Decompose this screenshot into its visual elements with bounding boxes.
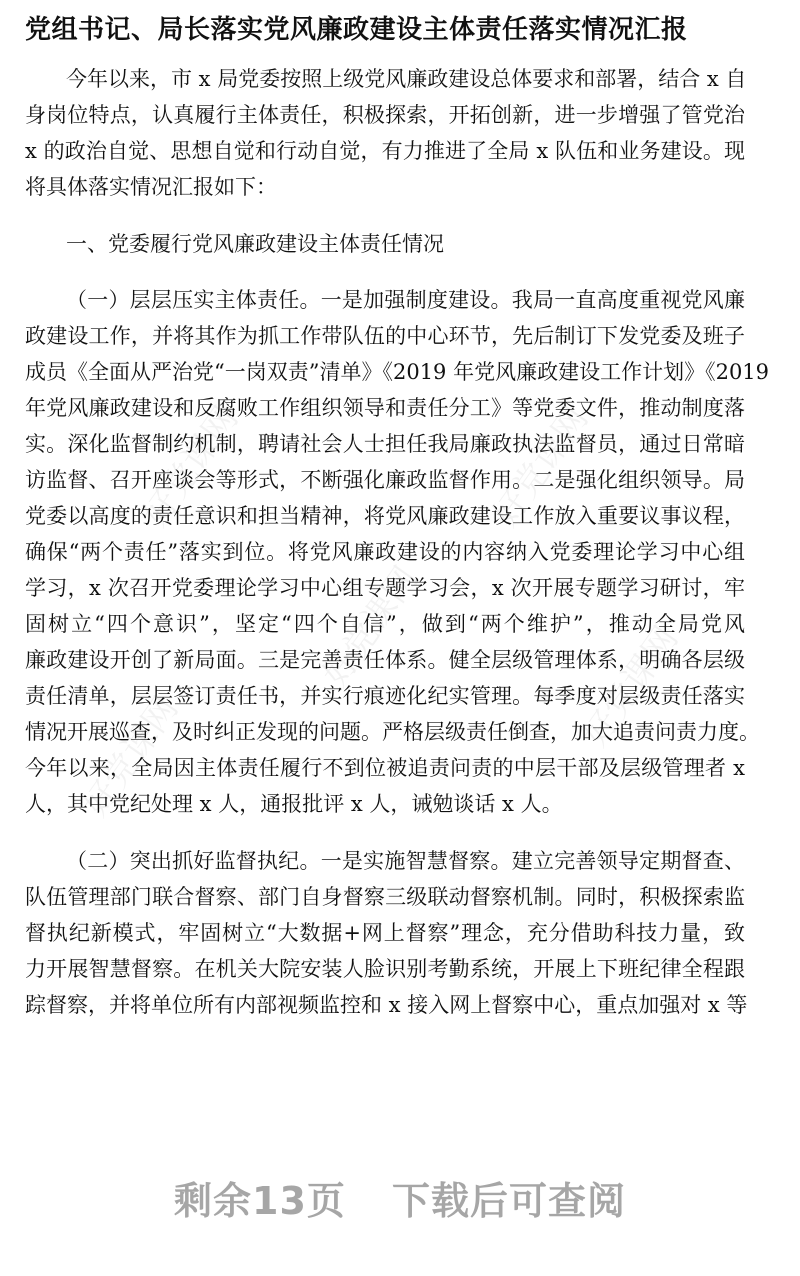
part1-line: 固树立“四个意识”，坚定“四个自信”，做到“两个维护”，推动全局党风: [25, 612, 745, 636]
part2-line: 力开展智慧督察。在机关大院安装人脸识别考勤系统，开展上下班纪律全程跟: [25, 957, 745, 981]
download-prompt[interactable]: [0, 1170, 800, 1225]
part2-line: 踪督察，并将单位所有内部视频监控和 x 接入网上督察中心，重点加强对 x 等: [25, 993, 748, 1017]
part1-line: 确保“两个责任”落实到位。将党风廉政建设的内容纳入党委理论学习中心组: [25, 540, 745, 564]
intro-line: x 的政治自觉、思想自觉和行动自觉，有力推进了全局 x 队伍和业务建设。现: [25, 139, 745, 163]
watermark: 好党课网: [135, 399, 247, 534]
part1-line: 人，其中党纪处理 x 人，通报批评 x 人，诫勉谈话 x 人。: [25, 792, 563, 816]
part1-line: （一）层层压实主体责任。一是加强制度建设。我局一直高度重视党风廉: [66, 288, 745, 312]
part1-line: 今年以来，全局因主体责任履行不到位被追责问责的中层干部及层级管理者 x: [25, 756, 745, 780]
part1-line: 责任清单，层层签订责任书，并实行痕迹化纪实管理。每季度对层级责任落实: [25, 684, 745, 708]
download-to-view-label[interactable]: 下载后可查阅: [391, 1179, 626, 1223]
intro-line: 今年以来，市 x 局党委按照上级党风廉政建设总体要求和部署，结合 x 自: [66, 67, 747, 91]
part1-line: 党委以高度的责任意识和担当精神，将党风廉政建设工作放入重要议事议程，: [25, 504, 745, 528]
part1-line: 情况开展巡查，及时纠正发现的问题。严格层级责任倒查，加大追责问责力度。: [25, 720, 760, 744]
part2-line: 队伍管理部门联合督察、部门自身督察三级联动督察机制。同时，积极探索监: [25, 885, 745, 909]
part1-line: 政建设工作，并将其作为抓工作带队伍的中心环节，先后制订下发党委及班子: [25, 324, 745, 348]
part1-line: 访监督、召开座谈会等形式，不断强化廉政监督作用。二是强化组织领导。局: [25, 468, 745, 492]
watermark: 好党课网: [485, 399, 597, 534]
watermark: 好党课网: [315, 559, 427, 694]
intro-line: 将具体落实情况汇报如下：: [25, 175, 277, 199]
part2-line: （二）突出抓好监督执纪。一是实施智慧督察。建立完善领导定期督查、: [66, 849, 745, 873]
remaining-pages-label[interactable]: 剩余13页: [174, 1179, 346, 1223]
document-title: 党组书记、局长落实党风廉政建设主体责任落实情况汇报: [25, 15, 688, 45]
section-heading: 一、党委履行党风廉政建设主体责任情况: [66, 232, 444, 256]
part1-line: 廉政建设开创了新局面。三是完善责任体系。健全层级管理体系，明确各层级: [25, 648, 745, 672]
watermark: 好党课网: [575, 619, 687, 754]
part1-line: 年党风廉政建设和反腐败工作组织领导和责任分工》等党委文件，推动制度落: [25, 396, 745, 420]
intro-line: 身岗位特点，认真履行主体责任，积极探索，开拓创新，进一步增强了管党治: [25, 103, 745, 127]
part1-line: 实。深化监督制约机制，聘请社会人士担任我局廉政执法监督员，通过日常暗: [25, 432, 745, 456]
part2-line: 督执纪新模式，牢固树立“大数据+网上督察”理念，充分借助科技力量，致: [25, 921, 745, 945]
part1-line: 学习，x 次召开党委理论学习中心组专题学习会，x 次开展专题学习研讨，牢: [25, 576, 745, 600]
part1-line: 成员《全面从严治党“一岗双责”清单》《2019 年党风廉政建设工作计划》《2019: [25, 360, 770, 384]
watermark: 好党课网: [75, 689, 187, 824]
